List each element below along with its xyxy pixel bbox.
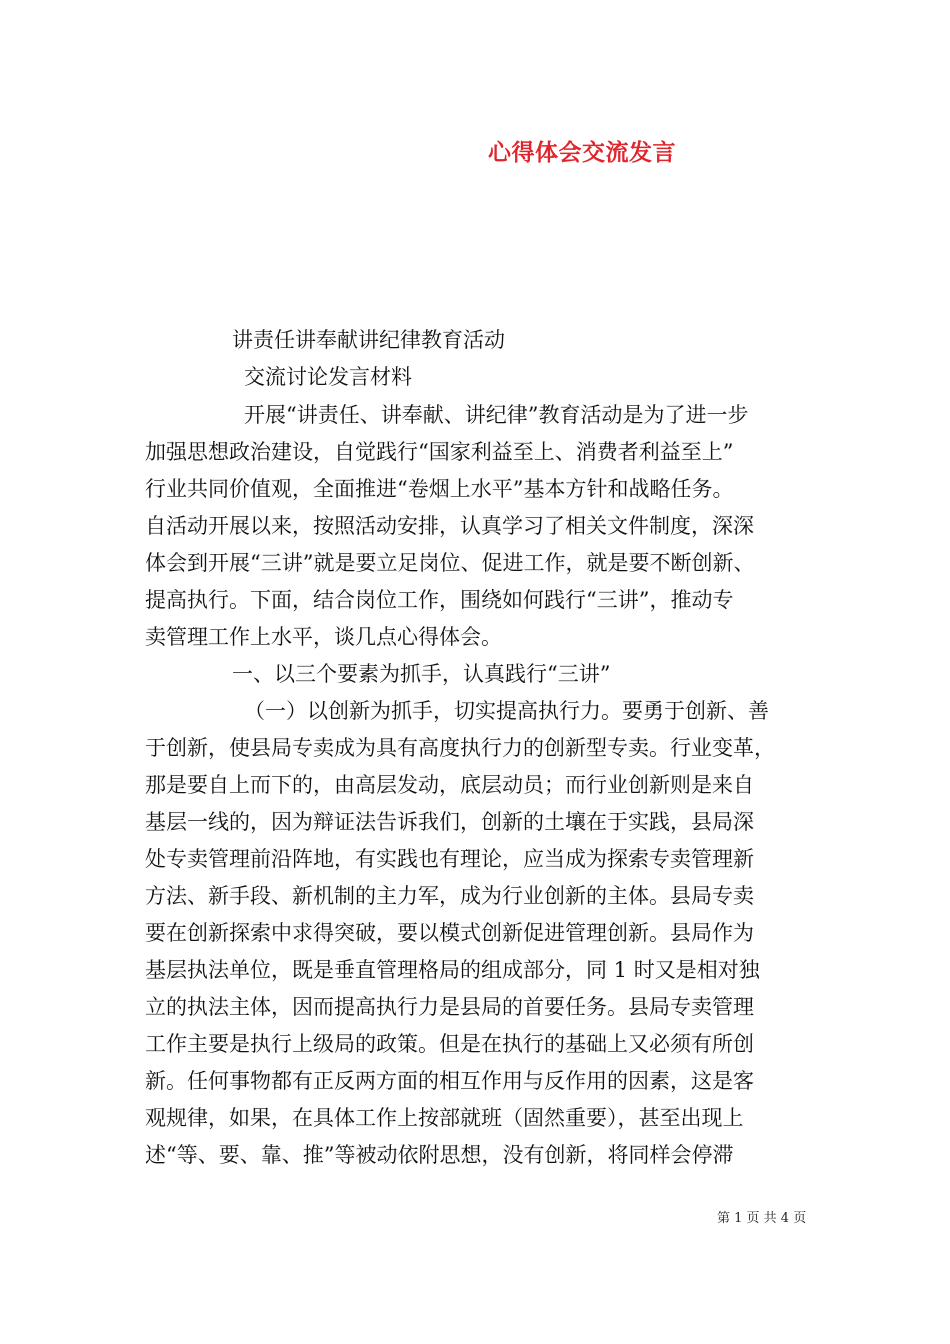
body-line: 行业共同价值观，全面推进“卷烟上水平”基本方针和战略任务。 xyxy=(145,477,734,501)
page-number-footer: 第 1 页 共 4 页 xyxy=(717,1211,807,1226)
body-line: 体会到开展“三讲”就是要立足岗位、促进工作，就是要不断创新、 xyxy=(145,551,755,575)
body-line: 工作主要是执行上级局的政策。但是在执行的基础上又必须有所创 xyxy=(145,1032,754,1056)
body-line: 开展“讲责任、讲奉献、讲纪律”教育活动是为了进一步 xyxy=(244,403,749,427)
body-line: 自活动开展以来，按照活动安排，认真学习了相关文件制度，深深 xyxy=(145,514,754,538)
body-line: 方法、新手段、新机制的主力军，成为行业创新的主体。县局专卖 xyxy=(145,884,754,908)
document-title: 心得体会交流发言 xyxy=(488,139,676,166)
subsection-heading: （一）以创新为抓手，切实提高执行力。要勇于创新、善 xyxy=(244,699,769,723)
body-line: 基层执法单位，既是垂直管理格局的组成部分，同 1 时又是相对独 xyxy=(145,958,760,982)
body-line: 提高执行。下面，结合岗位工作，围绕如何践行“三讲”，推动专 xyxy=(145,588,734,612)
body-line: 要在创新探索中求得突破，要以模式创新促进管理创新。县局作为 xyxy=(145,921,754,945)
subtitle-line-1: 讲责任讲奉献讲纪律教育活动 xyxy=(232,328,505,352)
body-line: 基层一线的，因为辩证法告诉我们，创新的土壤在于实践，县局深 xyxy=(145,810,754,834)
body-line: 卖管理工作上水平，谈几点心得体会。 xyxy=(145,625,502,649)
body-line: 处专卖管理前沿阵地，有实践也有理论，应当成为探索专卖管理新 xyxy=(145,847,754,871)
body-line: 新。任何事物都有正反两方面的相互作用与反作用的因素，这是客 xyxy=(145,1069,754,1093)
section-heading: 一、以三个要素为抓手，认真践行“三讲” xyxy=(232,662,611,686)
body-line: 那是要自上而下的，由高层发动，底层动员；而行业创新则是来自 xyxy=(145,773,754,797)
body-line: 于创新，使县局专卖成为具有高度执行力的创新型专卖。行业变革， xyxy=(145,736,775,760)
subtitle-line-2: 交流讨论发言材料 xyxy=(244,365,412,389)
body-line: 加强思想政治建设，自觉践行“国家利益至上、消费者利益至上” xyxy=(145,440,734,464)
body-line: 观规律，如果，在具体工作上按部就班（固然重要），甚至出现上 xyxy=(145,1106,744,1130)
body-line: 立的执法主体，因而提高执行力是县局的首要任务。县局专卖管理 xyxy=(145,995,754,1019)
body-line: 述“等、要、靠、推”等被动依附思想，没有创新，将同样会停滞 xyxy=(145,1143,734,1167)
